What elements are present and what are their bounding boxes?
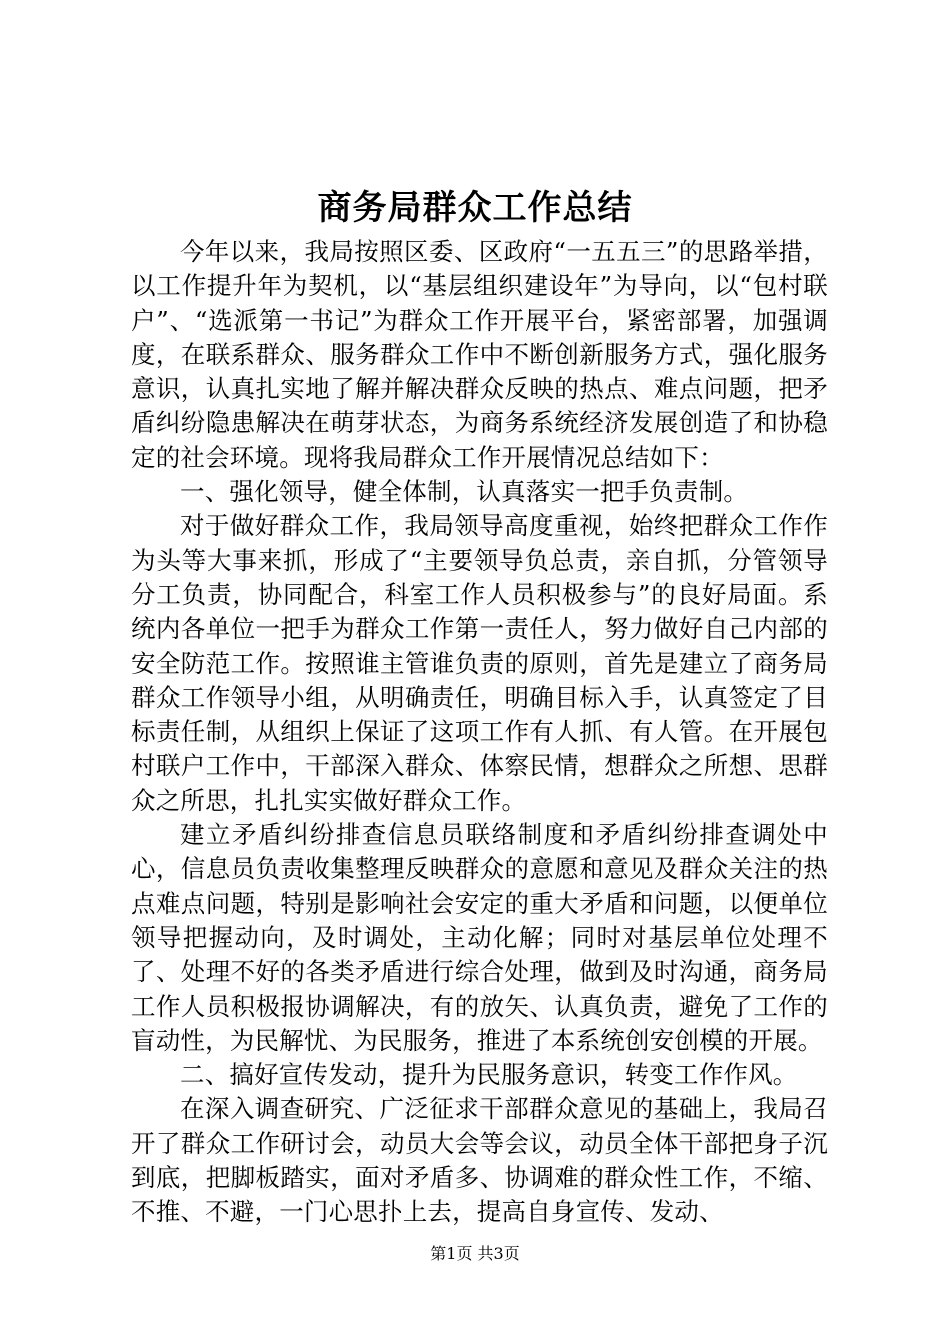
document-title: 商务局群众工作总结 bbox=[317, 188, 633, 228]
page-number-footer: 第1页 共3页 bbox=[430, 1244, 520, 1263]
paragraph-intro: 今年以来，我局按照区委、区政府“一五五三”的思路举措，以工作提升年为契机，以“基层组织建设年”为导向，以“包村联户”、“选派第一书记”为群众工作开展平台，紧密部署，加强调度，在联系群众、服务群众工作中不断创新服务方式，强化服务意识，认真扎实地了解并解决群众反映的热点、难点问题，把矛盾纠纷隐患解决在萌芽状态，为商务系统经济发展创造了和协稳定的社会环境。现将我局群众工作开展情况总结如下： bbox=[131, 237, 828, 472]
paragraph-leadership: 对于做好群众工作，我局领导高度重视，始终把群众工作作为头等大事来抓，形成了“主要领导负总责，亲自抓，分管领导分工负责，协同配合，科室工作人员积极参与”的良好局面。系统内各单位一把手为群众工作第一责任人，努力做好自己内部的安全防范工作。按照谁主管谁负责的原则，首先是建立了商务局群众工作领导小组，从明确责任，明确目标入手，认真签定了目标责任制，从组织上保证了这项工作有人抓、有人管。在开展包村联户工作中，干部深入群众、体察民情，想群众之所想、思群众之所思，扎扎实实做好群众工作。 bbox=[131, 511, 828, 815]
paragraph-publicity: 在深入调查研究、广泛征求干部群众意见的基础上，我局召开了群众工作研讨会，动员大会等会议，动员全体干部把身子沉到底，把脚板踏实，面对矛盾多、协调难的群众性工作，不缩、不推、不避，一门心思扑上去，提高自身宣传、发动、 bbox=[131, 1094, 828, 1227]
section-heading-1: 一、强化领导，健全体制，认真落实一把手负责制。 bbox=[180, 477, 749, 507]
document-body bbox=[131, 235, 828, 1230]
section-heading-2: 二、搞好宣传发动，提升为民服务意识，转变工作作风。 bbox=[180, 1060, 798, 1090]
paragraph-mediation: 建立矛盾纠纷排查信息员联络制度和矛盾纠纷排查调处中心，信息员负责收集整理反映群众的意愿和意见及群众关注的热点难点问题，特别是影响社会安定的重大矛盾和问题，以便单位领导把握动向，及时调处，主动化解；同时对基层单位处理不了、处理不好的各类矛盾进行综合处理，做到及时沟通，商务局工作人员积极报协调解决，有的放矢、认真负责，避免了工作的盲动性，为民解忧、为民服务，推进了本系统创安创模的开展。 bbox=[131, 820, 828, 1055]
